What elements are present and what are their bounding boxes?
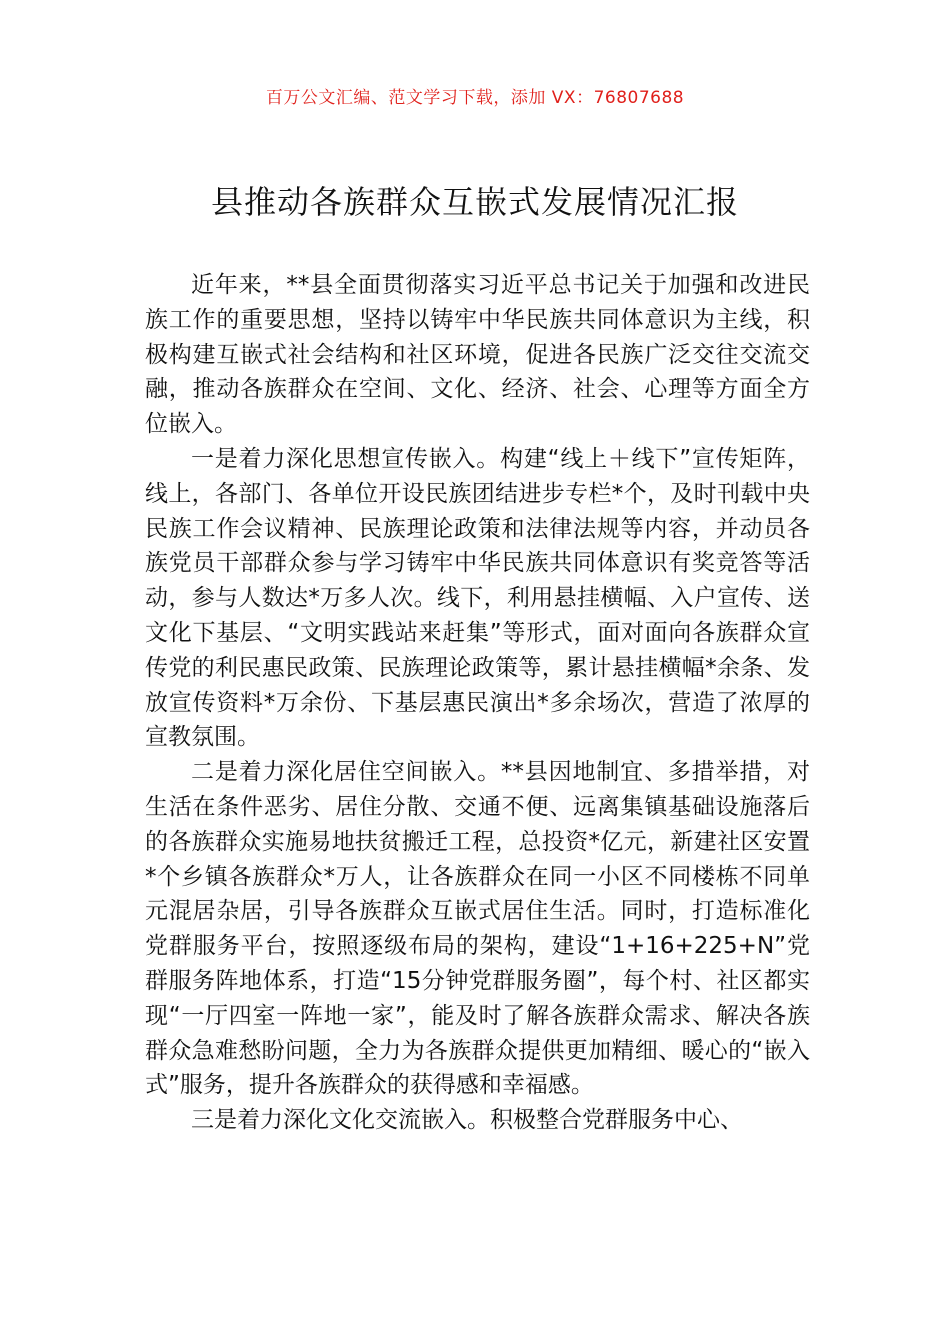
header-note: 百万公文汇编、范文学习下载，添加 VX：76807688	[265, 88, 685, 108]
document-title: 县推动各族群众互嵌式发展情况汇报	[210, 183, 739, 221]
paragraph-living-space: 二是着力深化居住空间嵌入。**县因地制宜、多措举措，对生活在条件恶劣、居住分散、交通不便、远离集镇基础设施落后的各族群众实施易地扶贫搬迁工程，总投资*亿元，新建社区安置*个乡镇各族群众*万人，让各族群众在同一小区不同楼栋不同单元混居杂居，引导各族群众互嵌式居住生活。同时，打造标准化党群服务平台，按照逐级布局的架构，建设“1+16+225+N”党群服务阵地体系，打造“15分钟党群服务圈”，每个村、社区都实现“一厅四室一阵地一家”，能及时了解各族群众需求、解决各族群众急难愁盼问题，全力为各族群众提供更加精细、暖心的“嵌入式”服务，提升各族群众的获得感和幸福感。	[145, 759, 810, 1099]
paragraph-cultural-exchange: 三是着力深化文化交流嵌入。积极整合党群服务中心、	[191, 1107, 743, 1134]
paragraph-ideology-publicity: 一是着力深化思想宣传嵌入。构建“线上＋线下”宣传矩阵，线上，各部门、各单位开设民族团结进步专栏*个，及时刊载中央民族工作会议精神、民族理论政策和法律法规等内容，并动员各族党员干部群众参与学习铸牢中华民族共同体意识有奖竞答等活动，参与人数达*万多人次。线下，利用悬挂横幅、入户宣传、送文化下基层、“文明实践站来赶集”等形式，面对面向各族群众宣传党的利民惠民政策、民族理论政策等，累计悬挂横幅*余条、发放宣传资料*万余份、下基层惠民演出*多余场次，营造了浓厚的宣教氛围。	[145, 445, 810, 751]
document-body	[145, 268, 810, 1138]
paragraph-intro: 近年来，**县全面贯彻落实习近平总书记关于加强和改进民族工作的重要思想，坚持以铸牢中华民族共同体意识为主线，积极构建互嵌式社会结构和社区环境，促进各民族广泛交往交流交融，推动各族群众在空间、文化、经济、社会、心理等方面全方位嵌入。	[145, 272, 810, 438]
